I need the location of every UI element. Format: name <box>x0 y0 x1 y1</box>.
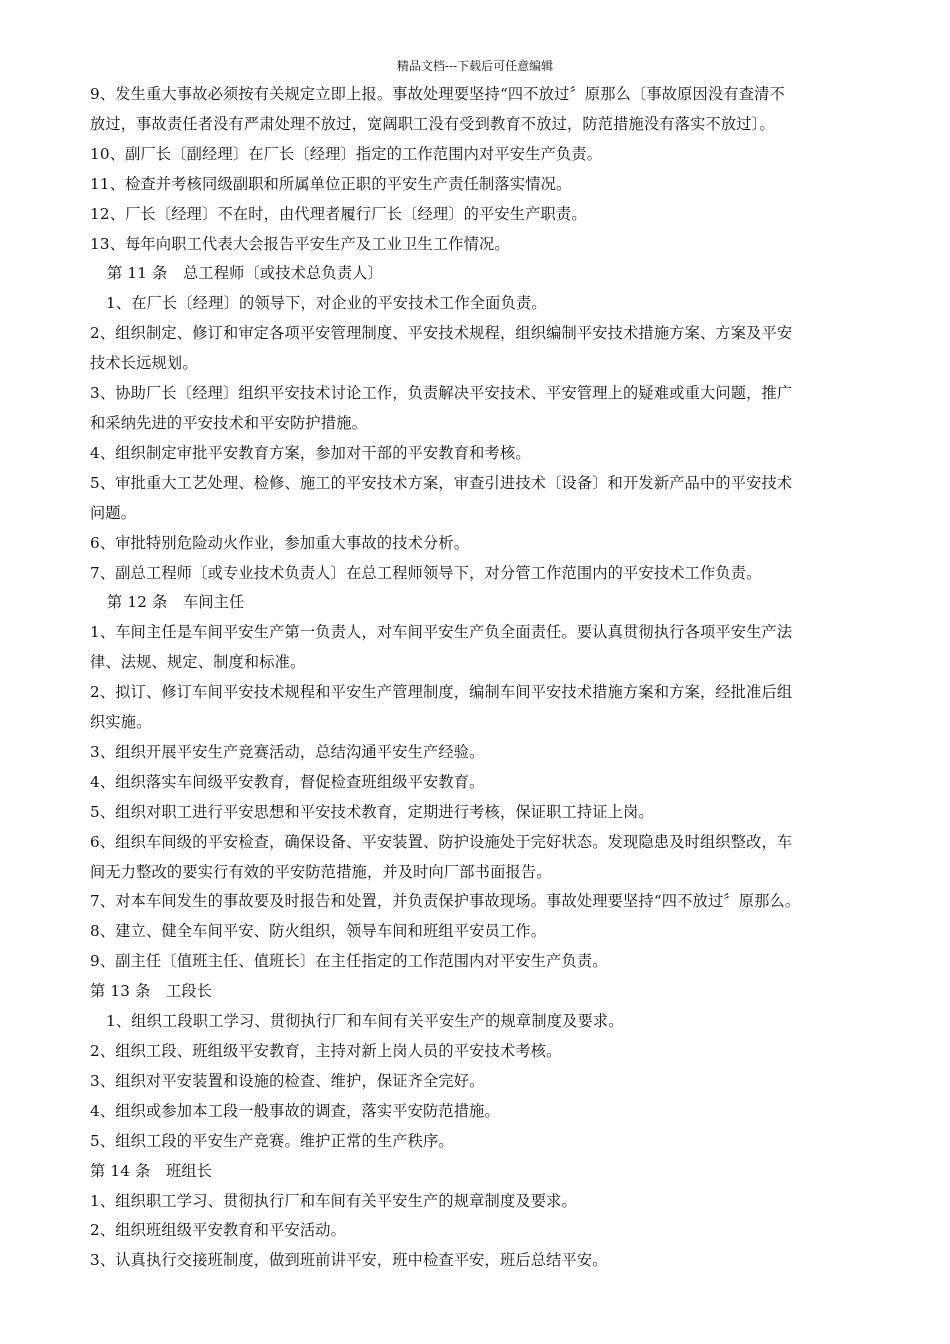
text-line: 7、对本车间发生的事故要及时报告和处置，并负责保护事故现场。事故处理要坚持“四不放过〞原那么。 <box>90 892 801 911</box>
text-line: 2、组织制定、修订和审定各项平安管理制度、平安技术规程，组织编制平安技术措施方案、方案及平安 <box>90 324 793 343</box>
text-line: 7、副总工程师〔或专业技术负责人〕在总工程师领导下，对分管工作范围内的平安技术工作负责。 <box>90 563 762 582</box>
text-line: 和采纳先进的平安技术和平安防护措施。 <box>90 413 367 432</box>
text-line: 9、发生重大事故必须按有关规定立即上报。事故处理要坚持“四不放过〞原那么〔事故原因没有查清不 <box>90 85 785 103</box>
text-line: 3、协助厂长〔经理〕组织平安技术讨论工作，负责解决平安技术、平安管理上的疑难或重大问题，推广 <box>90 384 793 403</box>
text-line: 间无力整改的要实行有效的平安防范措施，并及时向厂部书面报告。 <box>90 862 552 881</box>
text-line: 8、建立、健全车间平安、防火组织，领导车间和班组平安员工作。 <box>90 922 547 941</box>
text-line: 11、检查并考核同级副职和所属单位正职的平安生产责任制落实情况。 <box>90 174 572 193</box>
text-line: 5、组织对职工进行平安思想和平安技术教育，定期进行考核，保证职工持证上岗。 <box>90 802 654 821</box>
article-heading: 第 12 条 车间主任 <box>107 593 245 612</box>
text-line: 2、组织工段、班组级平安教育，主持对新上岗人员的平安技术考核。 <box>90 1042 562 1060</box>
text-line: 13、每年向职工代表大会报告平安生产及工业卫生工作情况。 <box>90 234 510 253</box>
text-line: 3、认真执行交接班制度，做到班前讲平安，班中检查平安，班后总结平安。 <box>90 1251 608 1270</box>
text-line: 1、组织职工学习、贯彻执行厂和车间有关平安生产的规章制度及要求。 <box>90 1191 577 1210</box>
article-heading: 第 11 条 总工程师〔或技术总负责人〕 <box>107 264 383 283</box>
text-line: 1、组织工段职工学习、贯彻执行厂和车间有关平安生产的规章制度及要求。 <box>106 1012 624 1031</box>
text-line: 4、组织或参加本工段一般事故的调查，落实平安防范措施。 <box>90 1101 500 1120</box>
text-line: 律、法规、规定、制度和标准。 <box>90 653 306 672</box>
text-line: 5、组织工段的平安生产竞赛。维护正常的生产秩序。 <box>90 1131 454 1150</box>
text-line: 6、组织车间级的平安检查，确保设备、平安装置、防护设施处于完好状态。发现隐患及时组织整改，车 <box>90 832 793 851</box>
text-line: 3、组织对平安装置和设施的检查、维护，保证齐全完好。 <box>90 1071 485 1090</box>
text-line: 9、副主任〔值班主任、值班长〕在主任指定的工作范围内对平安生产负责。 <box>90 952 608 971</box>
text-line: 技术长远规划。 <box>90 354 198 373</box>
text-line: 3、组织开展平安生产竞赛活动，总结沟通平安生产经验。 <box>90 742 485 761</box>
text-line: 12、厂长〔经理〕不在时，由代理者履行厂长〔经理〕的平安生产职责。 <box>90 204 587 223</box>
text-line: 问题。 <box>90 503 137 522</box>
text-line: 2、组织班组级平安教育和平安活动。 <box>90 1221 347 1240</box>
text-line: 织实施。 <box>90 713 152 732</box>
text-line: 1、车间主任是车间平安生产第一负责人，对车间平安生产负全面责任。要认真贯彻执行各项平安生产法 <box>90 623 793 642</box>
article-heading: 第 13 条 工段长 <box>90 982 213 1001</box>
document-body <box>90 80 870 1276</box>
text-line: 10、副厂长〔副经理〕在厂长〔经理〕指定的工作范围内对平安生产负责。 <box>90 144 603 163</box>
text-line: 4、组织落实车间级平安教育，督促检查班组级平安教育。 <box>90 772 485 791</box>
text-line: 6、审批特别危险动火作业，参加重大事故的技术分析。 <box>90 533 470 552</box>
page-header: 精品文档---下载后可任意编辑 <box>396 59 554 73</box>
text-line: 5、审批重大工艺处理、检修、施工的平安技术方案，审查引进技术〔设备〕和开发新产品中的平安技术 <box>90 473 793 492</box>
text-line: 1、在厂长〔经理〕的领导下，对企业的平安技术工作全面负责。 <box>106 294 547 313</box>
text-line: 放过，事故责任者没有严肃处理不放过，宽阔职工没有受到教育不放过，防范措施没有落实不放过〕。 <box>90 114 775 133</box>
text-line: 2、拟订、修订车间平安技术规程和平安生产管理制度，编制车间平安技术措施方案和方案，经批准后组 <box>90 683 793 702</box>
text-line: 4、组织制定审批平安教育方案，参加对干部的平安教育和考核。 <box>90 443 531 462</box>
article-heading: 第 14 条 班组长 <box>90 1161 213 1180</box>
